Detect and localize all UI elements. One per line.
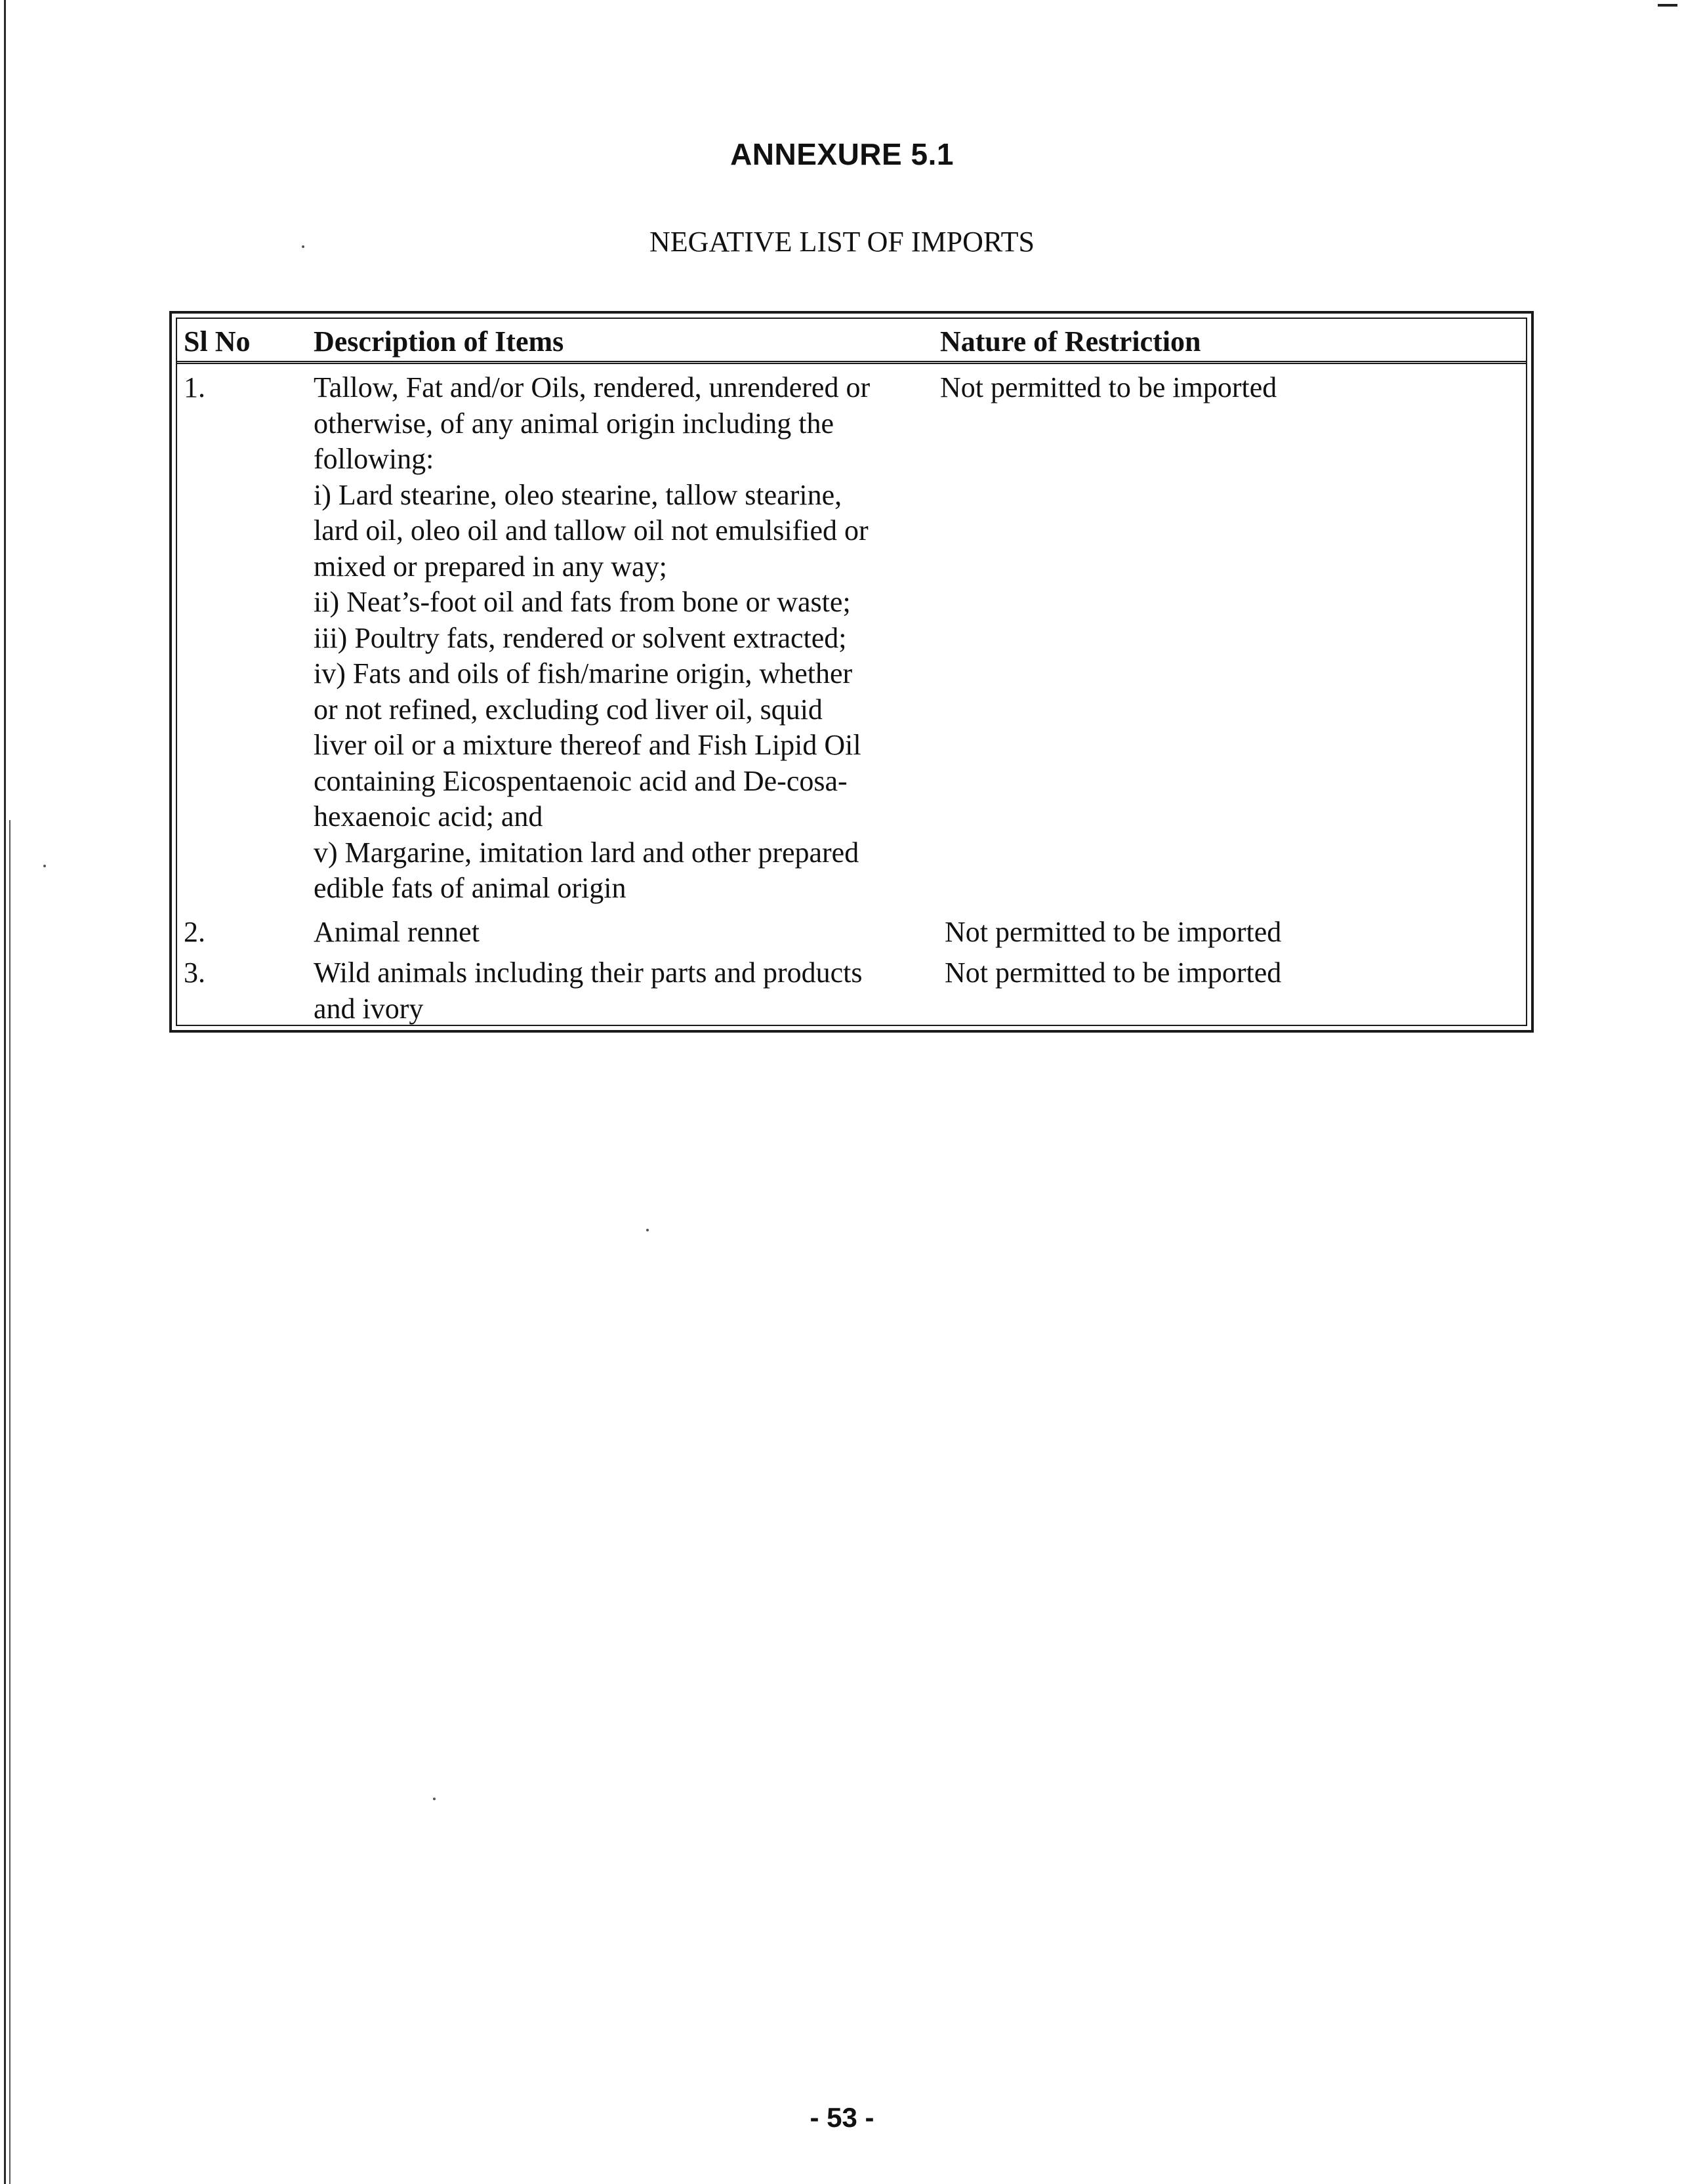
column-header-description: Description of Items [314, 325, 564, 358]
row-description: Wild animals including their parts and products and ivory [314, 957, 863, 1025]
row-restriction: Not permitted to be imported [945, 957, 1282, 989]
scan-speck [646, 1229, 649, 1231]
row-sl-no: 3. [184, 957, 205, 989]
page-number: - 53 - [810, 2102, 874, 2133]
row-restriction: Not permitted to be imported [940, 371, 1277, 403]
scan-speck [433, 1798, 436, 1800]
column-header-restriction: Nature of Restriction [940, 325, 1201, 358]
negative-list-table [169, 311, 1534, 1033]
scan-edge-line-inner [9, 820, 10, 2184]
list-title: NEGATIVE LIST OF IMPORTS [649, 226, 1035, 258]
annexure-title: ANNEXURE 5.1 [730, 137, 954, 171]
row-restriction: Not permitted to be imported [945, 916, 1282, 948]
scan-edge-line [4, 0, 6, 2184]
column-header-sl-no: Sl No [184, 325, 251, 358]
row-sl-no: 2. [184, 916, 205, 948]
row-sl-no: 1. [184, 371, 205, 403]
row-description: Animal rennet [314, 916, 480, 948]
scan-corner-mark [1658, 4, 1677, 7]
table-header-row [177, 319, 1526, 364]
table-body [176, 318, 1527, 1026]
row-description: Tallow, Fat and/or Oils, rendered, unrendered or otherwise, of any animal origin including the following: i) Lard stearine, oleo stearine, tallow stearine, lard oil, oleo oil and tallow oil not emulsified or mixed or prepared in any way; ii) Neat’s-foot oil and fats from bone or waste; iii) Poultry fats, rendered or solvent extracted; iv) Fats and oils of fish/marine origin, whether or not refined, excluding cod liver oil, squid liver oil or a mixture thereof and Fish Lipid Oil containing Eicospentaenoic acid and De-cosa- hexaenoic acid; and v) Margarine, imitation lard and other prepared edible fats of animal origin [314, 371, 871, 904]
scan-speck [43, 865, 46, 867]
